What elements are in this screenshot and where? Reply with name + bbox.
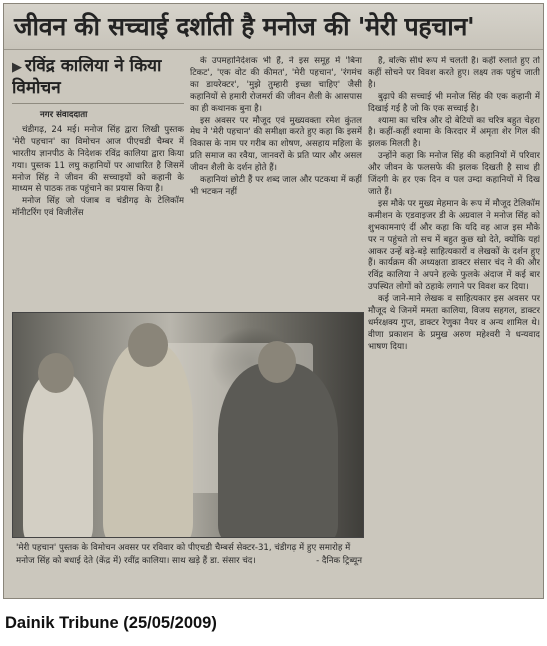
paragraph: है, बल्कि सीधे रूप में चलती है। कहीं रुलाते हुए तो कहीं सोचने पर विवश करते हुए। लक्ष्य तक पहुंच जाती है।: [368, 56, 540, 90]
byline: नगर संवाददाता: [40, 110, 88, 120]
photo-person-right: [218, 363, 338, 538]
paragraph: इस अवसर पर मौजूद एवं मुख्यवक्ता रमेश कुंतल मेघ ने 'मेरी पहचान' की समीक्षा करते हुए कहा कि इसमें विकास के नाम पर गरीब का शोषण, असहाय महिला के प्रति समाज का रवैया, जानवरों के प्रति प्यार और असल जीवन शैली के दर्शन होते हैं।: [190, 115, 362, 174]
headline: जीवन की सच्चाई दर्शाती है मनोज की 'मेरी पहचान': [4, 4, 544, 50]
paragraph: बुढ़ापे की सच्चाई भी मनोज सिंह की एक कहानी में दिखाई गई है जो कि एक सच्चाई है।: [368, 91, 540, 114]
paragraph: के उपमहानिदेशक भी हैं, ने इस समूह में 'बिना टिकट', 'एक वोट की कीमत', 'मेरी पहचान', 'रंगमंच का डायरेक्टर', 'मुझे तुम्हारी इच्छा चाहिए' जैसी कहानियों से हमारी रोजमर्रा की जीवन शैली के आसपास का ही कथानक बुना है।: [190, 56, 362, 114]
article-column-2: [190, 56, 362, 308]
paragraph: चंडीगढ़, 24 मई। मनोज सिंह द्वारा लिखी पुस्तक 'मेरी पहचान' का विमोचन आज पीएचडी चैम्बर में भारतीय ज्ञानपीठ के निदेशक रविंद्र कालिया द्वारा किया गया। पुस्तक 11 लघु कहानियों पर आधारित है जिसमें मनोज सिंह ने जीवन की सच्चाइयों को कहानी के माध्यम से पाठक तक पहुंचाने का प्रयास किया है।: [12, 124, 184, 195]
photo-person-center: [103, 343, 193, 538]
paragraph: मनोज सिंह जो पंजाब व चंडीगढ़ के टेलिकॉम मॉनीटरिंग एवं विजीलेंस: [12, 196, 184, 219]
paragraph: कहानियां छोटी हैं पर शब्द जाल और पटकथा में कहीं भी भटकन नहीं: [190, 175, 362, 197]
source-label: Dainik Tribune (25/05/2009): [5, 614, 217, 632]
caption-text: 'मेरी पहचान' पुस्तक के विमोचन अवसर पर रविवार को पीएचडी चैम्बर्स सेक्टर-31, चंडीगढ़ में हुए समारोह में मनोज सिंह को बधाई देते (केंद्र में) रवींद्र कालिया। साथ खड़े हैं डा. संसार चंद।: [16, 543, 351, 566]
paragraph: इस मौके पर मुख्य मेहमान के रूप में मौजूद टेलिकॉम कमीशन के एडवाइजर डी के अग्रवाल ने मनोज सिंह को शुभकामनाएं दीं और कहा कि यदि वह आज इस मौके पर न पहुंचते तो सच में बहुत कुछ खो देते, क्योंकि यहां आकर उन्हें बड़े-बड़े साहित्यकारों व लेखकों के दर्शन हुए हैं। कार्यक्रम की अध्यक्षता डाक्टर संसार चंद ने की और रविंद्र कालिया ने अपने हल्के फुलके अंदाज में कई बार उपस्थित लोगों को ठहाके लगाने पर विवश कर दिया।: [368, 198, 540, 293]
article-column-1: [12, 56, 184, 308]
article-column-3: [368, 56, 540, 594]
paragraph: कई जाने-माने लेखक व साहित्यकार इस अवसर पर मौजूद थे जिनमें ममता कालिया, विजय सहगल, डाक्टर धर्मरक्षक्य गुप्त, डाक्टर रेणुका नैयर व अन्य शामिल थे। वीणा प्रकाशन के प्रमुख अरुण महेश्वरी ने धन्यवाद भाषण दिया।: [368, 294, 540, 352]
subhead-box: [12, 56, 184, 104]
paragraph: उन्होंने कहा कि मनोज सिंह की कहानियों में परिवार और जीवन के फलसफे की झलक दिखती है साथ ही जिंदगी के हर एक दिन व पल उम्दा कहानियों में दिख जाते हैं।: [368, 151, 540, 197]
subhead-text: रविंद्र कालिया ने किया विमोचन: [12, 56, 162, 98]
photo-person-left: [23, 373, 93, 538]
subhead: [12, 56, 184, 99]
arrow-icon: ▶: [12, 60, 22, 75]
photo-caption: [12, 540, 364, 596]
newspaper-clipping: [3, 3, 544, 599]
paragraph: श्यामा का चरित्र और दो बेटियों का चरित्र बहुत चेहरा है। कहीं-कहीं श्यामा के किरदार में अमृता शेर गिल की झलक मिलती है।: [368, 115, 540, 150]
photo-head-center: [128, 323, 168, 367]
photo-head-right: [258, 341, 296, 383]
photo-head-left: [38, 353, 74, 393]
caption-source: - दैनिक ट्रिब्यून: [316, 555, 362, 566]
event-photo: [12, 312, 364, 538]
